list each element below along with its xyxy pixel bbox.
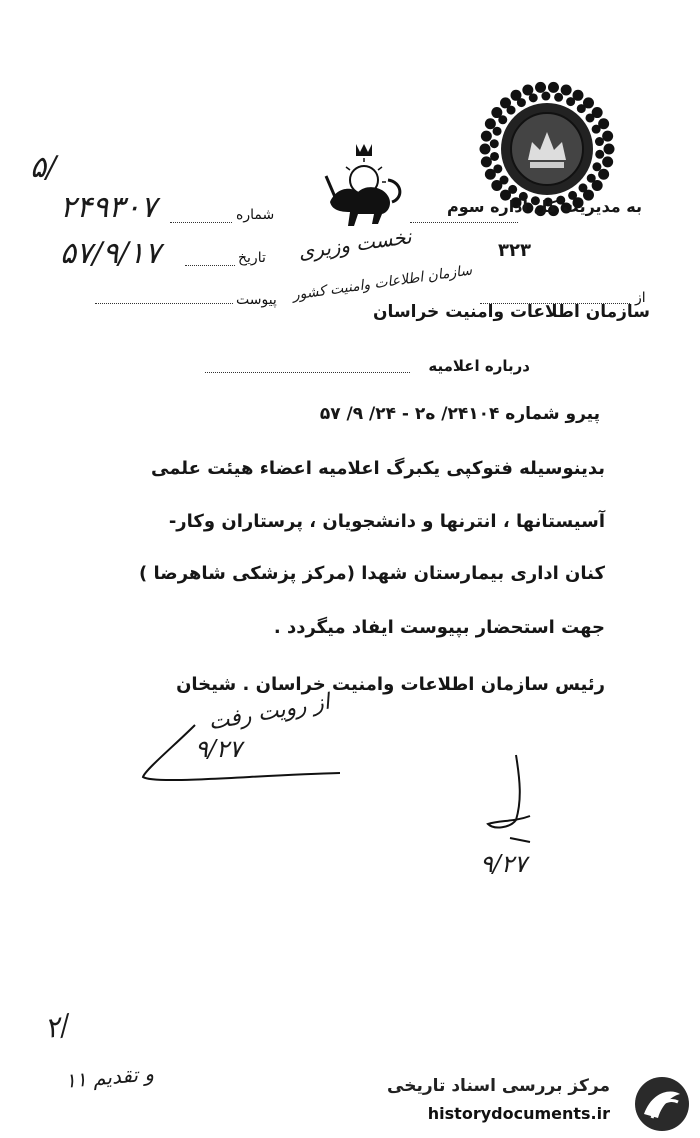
seal-border-dot: [485, 118, 496, 129]
seal-border-dot: [490, 152, 499, 161]
reference-number: ۳۲۳: [498, 240, 531, 261]
archive-watermark: [387, 1072, 700, 1138]
body-line: جهت استحضار بپیوست ایفاد میگردد .: [273, 617, 605, 638]
seal-border-dot: [517, 98, 526, 107]
seal-border-dot: [507, 106, 516, 115]
handwritten-date: ۹/۲۷: [480, 850, 527, 878]
archive-logo-icon: [632, 1074, 692, 1134]
seal-border-dot: [602, 131, 613, 142]
seal-border-dot: [592, 162, 601, 171]
date-dotted-line: [185, 265, 235, 266]
seal-border-dot: [493, 127, 502, 136]
seal-border-dot: [493, 164, 502, 173]
recipient-line: به مدیریت کل اداره سوم: [447, 197, 642, 216]
body-line: بدینوسیله فتوکپی یکبرگ اعلامیه اعضاء هیئت علمی: [151, 458, 605, 479]
seal-border-dot: [554, 93, 563, 102]
follow-up-reference: پیرو شماره ۲۴۱۰۴/ ه۲ - ۲۴/ ۹/ ۵۷: [319, 404, 600, 424]
seal-border-dot: [535, 82, 546, 93]
body-line: کنان اداری بیمارستان شهدا (مرکز پزشکی شاهرضا ): [139, 563, 605, 584]
letter-number: ۲۴۹۳۰۷: [60, 190, 157, 225]
letter-date: ۵۷/۹/۱۷: [60, 236, 161, 271]
recipient-dotted-line: [410, 222, 518, 223]
subject-line: درباره اعلامیه: [428, 357, 530, 375]
signatory-line: رئیس سازمان اطلاعات وامنیت خراسان . شیخان: [176, 674, 605, 695]
body-line: آسیستانها ، انترنها و دانشجویان ، پرستاران وکار-: [168, 511, 605, 532]
seal-border-dot: [500, 176, 509, 185]
seal-border-dot: [577, 104, 586, 113]
handwritten-note-bottom: و تقدیم ۱۱: [64, 1061, 155, 1093]
seal-border-dot: [604, 144, 615, 155]
seal-border-dot: [561, 85, 572, 96]
archive-name: مرکز بررسی اسناد تاریخی: [387, 1076, 610, 1096]
seal-border-dot: [598, 169, 609, 180]
seal-border-dot: [481, 131, 492, 142]
seal-border-dot: [541, 92, 550, 101]
attachment-label: پیوست: [236, 292, 277, 308]
seal-border-dot: [481, 156, 492, 167]
ministry-name: سازمان اطلاعات وامنیت کشور: [291, 262, 474, 304]
sender-organization: سازمان اطلاعات وامنیت خراسان: [373, 302, 650, 322]
seal-border-dot: [490, 139, 499, 148]
number-dotted-line: [170, 222, 232, 223]
seal-border-dot: [578, 183, 587, 192]
archive-url: historydocuments.ir: [427, 1104, 610, 1123]
seal-border-dot: [592, 125, 601, 134]
handwritten-note: از رویت رفت: [206, 689, 332, 736]
seal-border-dot: [595, 137, 604, 146]
seal-border-dot: [566, 97, 575, 106]
seal-border-dot: [602, 156, 613, 167]
attachment-dotted-line: [95, 303, 233, 304]
date-label: تاریخ: [238, 250, 266, 266]
seal-border-dot: [498, 115, 507, 124]
subject-dotted-line: [205, 372, 410, 373]
seal-border-dot: [508, 185, 517, 194]
handwritten-date: ۹/۲۷: [195, 735, 242, 763]
number-label: شماره: [236, 207, 275, 223]
lion-and-sun-emblem: [318, 140, 408, 240]
from-label: از: [635, 290, 646, 306]
seal-border-dot: [585, 113, 594, 122]
seal-border-dot: [480, 144, 491, 155]
handwritten-note-bottom: ۲/: [41, 1007, 73, 1046]
seal-border-dot: [587, 174, 596, 183]
seal-border-dot: [595, 150, 604, 159]
office-name: نخست وزیری: [296, 224, 414, 264]
seal-border-dot: [548, 82, 559, 93]
seal-border-dot: [529, 93, 538, 102]
handwritten-number-top: ۵/: [30, 150, 57, 185]
